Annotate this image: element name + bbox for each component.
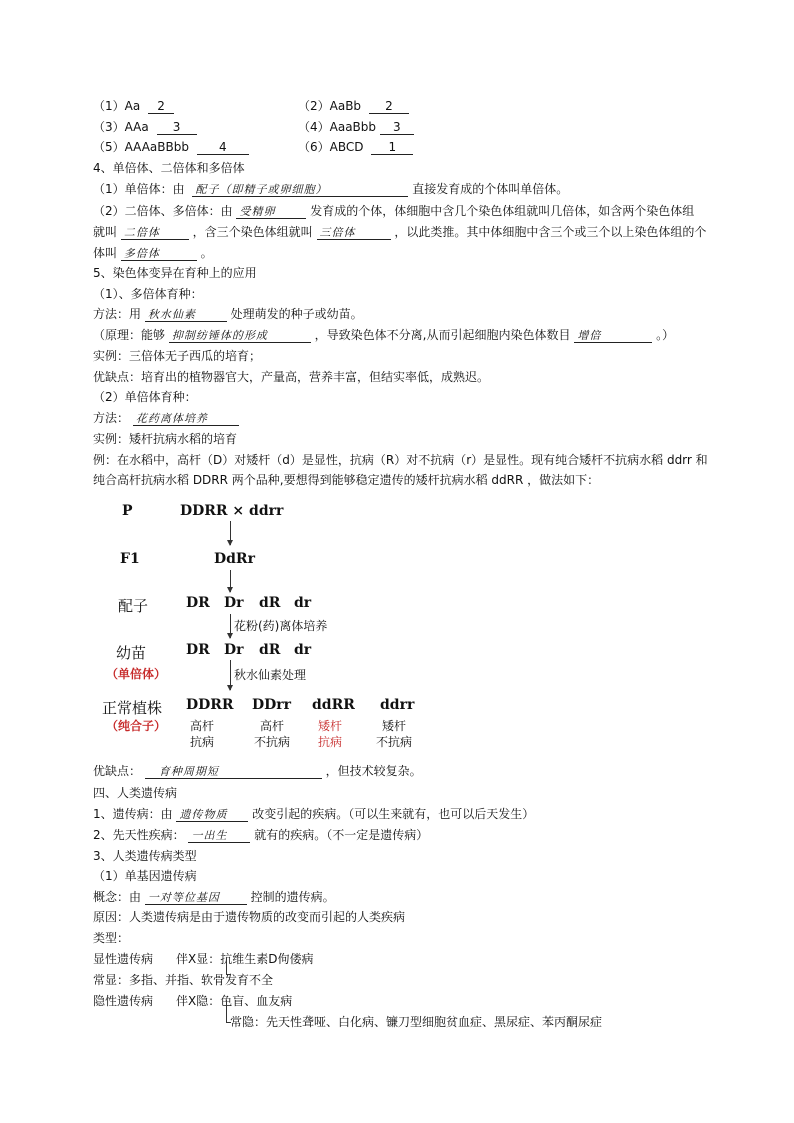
recessive-disease-label: 隐性遗传病 — [93, 994, 154, 1008]
gamete-dr-lower-upper: dR — [259, 595, 281, 611]
polyploid-definition-line-2 — [93, 224, 706, 240]
disease-types-title: 3、人类遗传病类型 — [93, 849, 197, 863]
section-human-genetic-disease-title: 四、人类遗传病 — [93, 786, 178, 800]
seedling-dr-lower: dr — [294, 642, 312, 658]
ploidy-answer: 4 — [197, 141, 249, 155]
polyploid-answer: 多倍体 — [121, 247, 197, 261]
text: 优缺点： — [93, 764, 142, 778]
text: 发育成的个体，体细胞中含几个染色体组就叫几倍体，如含两个染色体组 — [310, 204, 695, 218]
arrow-down-icon — [230, 570, 231, 592]
colchicine-step: 秋水仙素处理 — [234, 668, 307, 682]
section-5-title: 5、染色体变异在育种上的应用 — [93, 266, 257, 280]
genetic-material-answer: 遗传物质 — [176, 808, 248, 822]
ploidy-label: （4）AaaBbb — [298, 120, 377, 134]
haploid-breeding-title: （2）单倍体育种： — [93, 390, 197, 404]
ploidy-item-6 — [298, 139, 413, 155]
example-question-line-1: 例：在水稻中，高杆（D）对矮杆（d）是显性，抗病（R）对不抗病（r）是显性。现有纯合矮杆不抗病水稻 ddrr 和 — [93, 453, 708, 467]
autosomal-recessive-example: 常隐：先天性聋哑、白化病、镰刀型细胞贫血症、黑尿症、苯丙酮尿症 — [230, 1015, 603, 1029]
text: 处理萌发的种子或幼苗。 — [230, 307, 363, 321]
gamete-label: 配子 — [118, 597, 149, 615]
ploidy-answer: 2 — [148, 100, 174, 114]
arrow-down-icon — [230, 614, 231, 638]
text: 就叫 — [93, 225, 118, 239]
at-birth-answer: 一出生 — [188, 829, 250, 843]
text: ，以此类推。其中体细胞中含三个或三个以上染色体组的个 — [394, 225, 707, 239]
gamete-dr-lower: dr — [294, 595, 312, 611]
homozygote-note: （纯合子） — [106, 719, 167, 733]
text: （1）单倍体：由 — [93, 182, 185, 196]
autosomal-dominant-example: 常显：多指、并指、软骨发育不全 — [93, 973, 274, 987]
types-label: 类型： — [93, 931, 130, 945]
polyploid-pros-cons: 优缺点：培育出的植物器官大，产量高，营养丰富，但结实率低，成熟迟。 — [93, 370, 490, 384]
ploidy-answer: 1 — [371, 141, 413, 155]
text: 直接发育成的个体叫单倍体。 — [412, 182, 569, 196]
plant-1-height: 高杆 — [190, 719, 215, 733]
text: 概念：由 — [93, 890, 142, 904]
gamete-dr-mixed: Dr — [224, 595, 244, 611]
seedling-dr-upper: DR — [186, 642, 210, 658]
plant-ddrr-upper: DDRR — [186, 697, 234, 713]
anther-culture-answer: 花药离体培养 — [133, 412, 239, 426]
haploid-note: （单倍体） — [106, 667, 167, 681]
text: ，含三个染色体组就叫 — [192, 225, 313, 239]
text: （原理：能够 — [93, 328, 166, 342]
congenital-disease-definition — [93, 827, 428, 843]
haploid-answer: 配子（即精子或卵细胞） — [192, 183, 408, 197]
ploidy-answer: 3 — [157, 121, 197, 135]
text: 。） — [656, 328, 675, 342]
ploidy-label: （6）ABCD — [298, 140, 364, 154]
disease-cause: 原因：人类遗传病是由于遗传物质的改变而引起的人类疾病 — [93, 910, 406, 924]
zygote-answer: 受精卵 — [236, 205, 306, 219]
parent-cross: DDRR × ddrr — [180, 503, 284, 519]
p-generation-label: P — [122, 503, 133, 519]
plant-4-resistance: 不抗病 — [376, 735, 413, 749]
plant-2-resistance: 不抗病 — [254, 735, 291, 749]
haploid-method — [93, 410, 239, 426]
haploid-example: 实例：矮杆抗病水稻的培育 — [93, 432, 238, 446]
text: 方法： — [93, 411, 130, 425]
ploidy-item-4 — [298, 119, 414, 135]
short-cycle-answer: 育种周期短 — [145, 765, 322, 779]
seedling-dr-lower-upper: dR — [259, 642, 281, 658]
polyploid-definition-line-3 — [93, 245, 213, 261]
text: 。 — [200, 246, 213, 260]
x-dominant-example: 伴X显：抗维生素D佝偻病 — [176, 952, 314, 966]
single-gene-title: （1）单基因遗传病 — [93, 869, 197, 883]
ploidy-item-1 — [93, 98, 174, 114]
plant-ddrr-lower: ddrr — [380, 697, 415, 713]
arrow-down-icon — [230, 521, 231, 545]
colchicine-answer: 秋水仙素 — [145, 308, 227, 322]
text: ，导致染色体不分离,从而引起细胞内染色体数目 — [314, 328, 571, 342]
polyploid-principle — [93, 327, 674, 343]
ploidy-item-5 — [93, 139, 249, 155]
triploid-answer: 三倍体 — [317, 226, 391, 240]
f1-label: F1 — [120, 551, 140, 567]
allele-pair-answer: 一对等位基因 — [145, 891, 247, 905]
seedling-dr-mixed: Dr — [224, 642, 244, 658]
polyploid-method — [93, 306, 363, 322]
polyploid-definition-line-1 — [93, 203, 694, 219]
polyploid-breeding-title: （1）、多倍体育种： — [93, 287, 203, 301]
f1-genotype: DdRr — [214, 551, 255, 567]
text: 方法：用 — [93, 307, 142, 321]
plant-2-height: 高杆 — [260, 719, 285, 733]
double-answer: 增倍 — [574, 329, 652, 343]
anther-culture-step: 花粉(药)离体培养 — [234, 619, 328, 633]
text: （2）二倍体、多倍体：由 — [93, 204, 233, 218]
ploidy-label: （3）AAa — [93, 120, 149, 134]
text: 改变引起的疾病。（可以生来就有，也可以后天发生） — [252, 807, 535, 821]
plant-3-height: 矮杆 — [318, 719, 343, 733]
spindle-answer: 抑制纺锤体的形成 — [169, 329, 311, 343]
x-recessive-example: 伴X隐：色盲、血友病 — [176, 994, 293, 1008]
haploid-pros-cons — [93, 763, 422, 779]
text: 1、遗传病：由 — [93, 807, 173, 821]
plant-ddrr-mixed: DDrr — [252, 697, 292, 713]
ploidy-item-2 — [298, 98, 409, 114]
plant-1-resistance: 抗病 — [190, 735, 215, 749]
haploid-definition — [93, 181, 568, 197]
arrow-down-icon — [230, 660, 231, 690]
dominant-disease-label: 显性遗传病 — [93, 952, 154, 966]
ploidy-label: （5）AAAaBBbb — [93, 140, 189, 154]
section-4-title: 4、单倍体、二倍体和多倍体 — [93, 161, 245, 175]
plant-3-resistance: 抗病 — [318, 735, 343, 749]
single-gene-concept — [93, 889, 335, 905]
text: 控制的遗传病。 — [250, 890, 335, 904]
bracket-icon — [226, 1000, 231, 1023]
seedling-label: 幼苗 — [116, 644, 147, 662]
text: 就有的疾病。（不一定是遗传病） — [254, 828, 429, 842]
genetic-disease-definition — [93, 806, 534, 822]
ploidy-answer: 3 — [380, 121, 414, 135]
plant-4-height: 矮杆 — [382, 719, 407, 733]
ploidy-label: （1）Aa — [93, 99, 141, 113]
ploidy-answer: 2 — [369, 100, 409, 114]
bracket-icon — [226, 958, 231, 975]
polyploid-example: 实例：三倍体无子西瓜的培育； — [93, 349, 262, 363]
ploidy-item-3 — [93, 119, 197, 135]
gamete-dr-upper: DR — [186, 595, 210, 611]
normal-plant-label: 正常植株 — [102, 699, 163, 717]
example-question-line-2: 纯合高杆抗病水稻 DDRR 两个品种,要想得到能够稳定遗传的矮杆抗病水稻 ddRR ，做法如下： — [93, 473, 600, 487]
text: ，但技术较复杂。 — [325, 764, 422, 778]
text: 2、先天性疾病： — [93, 828, 185, 842]
text: 体叫 — [93, 246, 118, 260]
plant-ddrr-target: ddRR — [312, 697, 355, 713]
diploid-answer: 二倍体 — [121, 226, 189, 240]
ploidy-label: （2）AaBb — [298, 99, 362, 113]
